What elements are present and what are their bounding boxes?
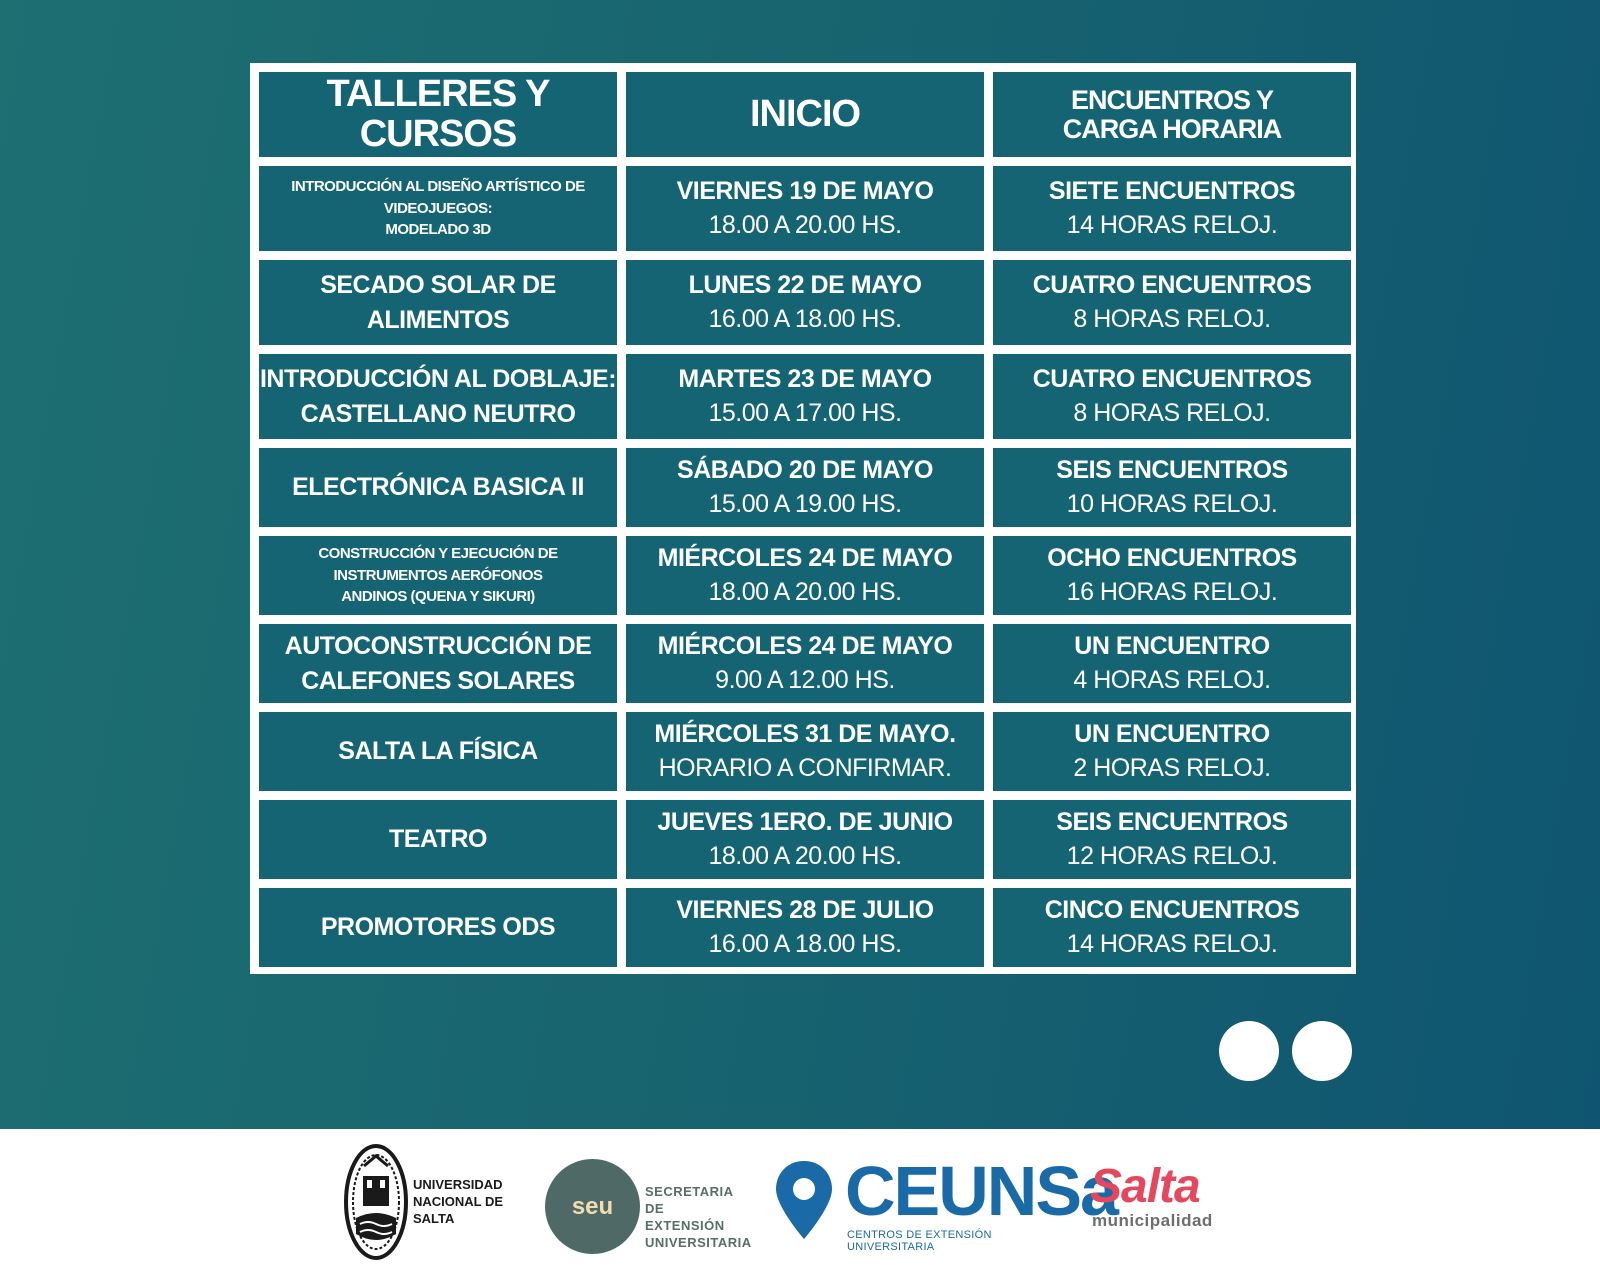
header-courses bbox=[259, 72, 617, 157]
start-time: 9.00 A 12.00 HS. bbox=[715, 665, 895, 694]
meetings-cell bbox=[993, 888, 1351, 967]
course-name-line: INTRODUCCIÓN AL DOBLAJE: bbox=[259, 364, 617, 393]
hours-total: 8 HORAS RELOJ. bbox=[1073, 398, 1271, 427]
start-date: JUEVES 1ERO. DE JUNIO bbox=[657, 807, 953, 836]
meetings-count: SEIS ENCUENTROS bbox=[1056, 455, 1288, 484]
footer-logos bbox=[0, 1129, 1600, 1280]
meetings-cell bbox=[993, 260, 1351, 345]
course-name-line: INTRODUCCIÓN AL DISEÑO ARTÍSTICO DE bbox=[291, 177, 585, 195]
header-courses-label: TALLERES Y CURSOS bbox=[326, 72, 550, 155]
hours-total: 14 HORAS RELOJ. bbox=[1066, 929, 1278, 958]
hours-total: 8 HORAS RELOJ. bbox=[1073, 304, 1271, 333]
start-date: MIÉRCOLES 24 DE MAYO bbox=[657, 543, 953, 572]
hours-total: 10 HORAS RELOJ. bbox=[1066, 489, 1278, 518]
meetings-count: CINCO ENCUENTROS bbox=[1044, 895, 1300, 924]
hours-total: 14 HORAS RELOJ. bbox=[1066, 210, 1278, 239]
course-cell bbox=[259, 712, 617, 791]
dot-icon bbox=[1219, 1021, 1279, 1081]
location-pin-icon bbox=[773, 1159, 835, 1241]
header-meetings bbox=[993, 72, 1351, 157]
course-cell bbox=[259, 888, 617, 967]
start-time: 16.00 A 18.00 HS. bbox=[708, 929, 902, 958]
meetings-count: SEIS ENCUENTROS bbox=[1056, 807, 1288, 836]
start-date: LUNES 22 DE MAYO bbox=[688, 270, 922, 299]
seu-line3: UNIVERSITARIA bbox=[645, 1235, 752, 1250]
course-name-line: CALEFONES SOLARES bbox=[301, 666, 575, 695]
header-start-label: INICIO bbox=[749, 92, 861, 135]
course-name-line: PROMOTORES ODS bbox=[320, 913, 556, 941]
unsa-logo bbox=[344, 1144, 524, 1264]
course-cell bbox=[259, 354, 617, 439]
start-time: HORARIO A CONFIRMAR. bbox=[658, 753, 952, 782]
start-cell bbox=[626, 712, 984, 791]
salta-wordmark: Salta bbox=[1090, 1160, 1200, 1213]
start-date: MIÉRCOLES 31 DE MAYO. bbox=[654, 719, 956, 748]
meetings-cell bbox=[993, 448, 1351, 527]
seu-logo bbox=[545, 1159, 755, 1259]
unsa-line2: NACIONAL DE bbox=[413, 1194, 504, 1209]
course-cell bbox=[259, 260, 617, 345]
course-name-line: INSTRUMENTOS AERÓFONOS bbox=[333, 566, 543, 584]
start-cell bbox=[626, 536, 984, 615]
start-cell bbox=[626, 800, 984, 879]
header-meetings-line2: CARGA HORARIA bbox=[1062, 113, 1282, 144]
ceunsa-wordmark: CEUNSa bbox=[845, 1152, 1117, 1230]
meetings-cell bbox=[993, 624, 1351, 703]
seu-line1: SECRETARIA DE bbox=[645, 1184, 734, 1216]
seu-line2: EXTENSIÓN bbox=[645, 1218, 725, 1233]
start-date: MIÉRCOLES 24 DE MAYO bbox=[657, 631, 953, 660]
meetings-cell bbox=[993, 800, 1351, 879]
meetings-cell bbox=[993, 712, 1351, 791]
dot-icon bbox=[1292, 1021, 1352, 1081]
course-cell bbox=[259, 166, 617, 251]
start-date: VIERNES 19 DE MAYO bbox=[676, 176, 934, 205]
meetings-count: OCHO ENCUENTROS bbox=[1047, 543, 1297, 572]
course-name-line: SALTA LA FÍSICA bbox=[338, 737, 538, 765]
start-date: VIERNES 28 DE JULIO bbox=[676, 895, 934, 924]
meetings-count: UN ENCUENTRO bbox=[1074, 719, 1270, 748]
meetings-cell bbox=[993, 536, 1351, 615]
course-cell bbox=[259, 448, 617, 527]
meetings-count: UN ENCUENTRO bbox=[1074, 631, 1270, 660]
course-cell bbox=[259, 536, 617, 615]
start-cell bbox=[626, 624, 984, 703]
meetings-count: CUATRO ENCUENTROS bbox=[1032, 270, 1312, 299]
course-name-line: TEATRO bbox=[389, 825, 487, 853]
hours-total: 16 HORAS RELOJ. bbox=[1066, 577, 1278, 606]
course-name-line: SECADO SOLAR DE bbox=[320, 270, 556, 299]
start-time: 18.00 A 20.00 HS. bbox=[708, 577, 902, 606]
seu-emblem bbox=[545, 1159, 640, 1254]
header-meetings-line1: ENCUENTROS Y bbox=[1070, 85, 1274, 116]
course-name-line: AUTOCONSTRUCCIÓN DE bbox=[284, 631, 592, 660]
course-name-line: MODELADO 3D bbox=[385, 221, 491, 239]
course-name-line: CONSTRUCCIÓN Y EJECUCIÓN DE bbox=[318, 544, 558, 562]
start-cell bbox=[626, 888, 984, 967]
start-date: MARTES 23 DE MAYO bbox=[678, 364, 932, 393]
university-seal-icon bbox=[344, 1144, 408, 1260]
seu-mark: seu bbox=[571, 1192, 614, 1220]
start-cell bbox=[626, 354, 984, 439]
salta-logo bbox=[1090, 1161, 1240, 1261]
start-date: SÁBADO 20 DE MAYO bbox=[677, 455, 933, 484]
course-name-line: CASTELLANO NEUTRO bbox=[300, 399, 576, 428]
meetings-cell bbox=[993, 166, 1351, 251]
course-cell bbox=[259, 624, 617, 703]
hours-total: 12 HORAS RELOJ. bbox=[1066, 841, 1278, 870]
start-cell bbox=[626, 166, 984, 251]
start-time: 16.00 A 18.00 HS. bbox=[708, 304, 902, 333]
start-time: 15.00 A 17.00 HS. bbox=[708, 398, 902, 427]
ceunsa-subtitle: CENTROS DE EXTENSIÓN UNIVERSITARIA bbox=[847, 1229, 992, 1253]
course-name-line: ELECTRÓNICA BASICA II bbox=[292, 473, 584, 501]
course-name-line: ANDINOS (QUENA Y SIKURI) bbox=[341, 588, 535, 606]
course-name-line: VIDEOJUEGOS: bbox=[383, 199, 493, 217]
hours-total: 2 HORAS RELOJ. bbox=[1073, 753, 1271, 782]
unsa-line3: SALTA bbox=[413, 1211, 455, 1226]
decorative-dots bbox=[1219, 1021, 1352, 1081]
salta-subtitle: municipalidad bbox=[1092, 1211, 1213, 1230]
start-time: 18.00 A 20.00 HS. bbox=[708, 841, 902, 870]
meetings-count: CUATRO ENCUENTROS bbox=[1032, 364, 1312, 393]
start-cell bbox=[626, 260, 984, 345]
hours-total: 4 HORAS RELOJ. bbox=[1073, 665, 1271, 694]
unsa-line1: UNIVERSIDAD bbox=[413, 1177, 503, 1192]
start-time: 15.00 A 19.00 HS. bbox=[708, 489, 902, 518]
course-name-line: ALIMENTOS bbox=[366, 305, 510, 334]
start-cell bbox=[626, 448, 984, 527]
start-time: 18.00 A 20.00 HS. bbox=[708, 210, 902, 239]
course-cell bbox=[259, 800, 617, 879]
ceunsa-logo bbox=[773, 1152, 1117, 1259]
header-start bbox=[626, 72, 984, 157]
meetings-cell bbox=[993, 354, 1351, 439]
meetings-count: SIETE ENCUENTROS bbox=[1048, 176, 1296, 205]
schedule-table bbox=[250, 63, 1356, 974]
